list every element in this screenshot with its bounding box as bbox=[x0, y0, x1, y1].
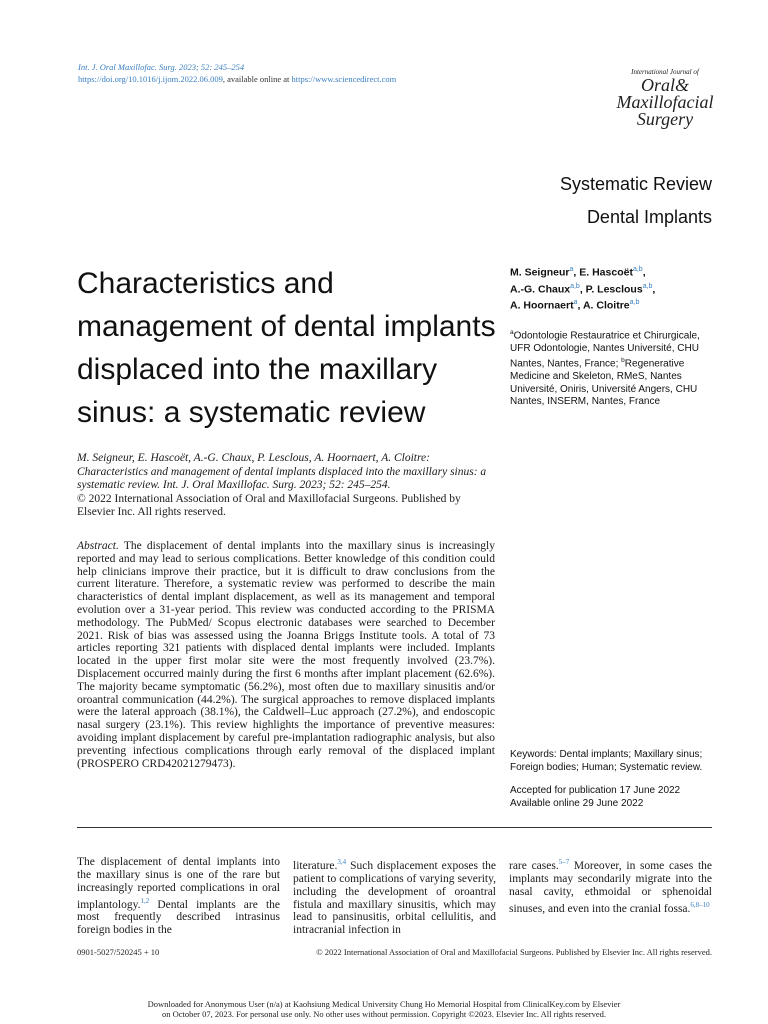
affiliation-marker: a bbox=[510, 329, 514, 336]
body-text: rare cases. bbox=[509, 859, 559, 872]
citation-copyright: © 2022 International Association of Oral and Maxillofacial Surgeons. Published by Elsevier Inc. All rights reserved. bbox=[77, 492, 461, 518]
how-to-cite: M. Seigneur, E. Hascoët, A.-G. Chaux, P. Lesclous, A. Hoornaert, A. Cloitre: Characteristics and management of dental implants displaced into the maxillary sinus: a systematic review. Int. J. Oral Maxillofac. Surg. 2023; 52: 245–254. bbox=[77, 452, 487, 491]
body-text: Such displacement exposes the patient to complications of varying severity, including the development of oroantral fistula and maxillary sinusitis, which may lead to pansinusitis, orbital cellulitis, and intracranial infection in bbox=[293, 859, 496, 937]
available-online-text: , available online at bbox=[222, 74, 292, 84]
reference-link[interactable]: 3,4 bbox=[337, 858, 347, 866]
body-column-2 bbox=[293, 856, 496, 937]
author-name[interactable]: E. Hascoët bbox=[579, 266, 633, 279]
body-column-3 bbox=[509, 856, 712, 915]
citation-block bbox=[77, 452, 495, 520]
abstract bbox=[77, 540, 495, 770]
accepted-date: Accepted for publication 17 June 2022 bbox=[510, 785, 681, 796]
author-list: M. Seigneur$^a$, E. Hascoët$^{a,b}$, A.-G. Chaux$^{a,b}$, P. Lesclous$^{a,b}$, A. Hoornaert$^a$, A. Cloitre$^{a,b}$ bbox=[510, 266, 656, 312]
doi-link[interactable]: https://doi.org/10.1016/j.ijom.2022.06.009 bbox=[78, 74, 223, 84]
footer-copyright: © 2022 International Association of Oral and Maxillofacial Surgeons. Published by Elsevier Inc. All rights reserved. bbox=[316, 947, 712, 957]
author-name[interactable]: A. Cloitre bbox=[582, 299, 630, 312]
article-topic: Dental Implants bbox=[586, 207, 712, 227]
journal-logo bbox=[610, 68, 720, 128]
logo-line-1: International Journal of bbox=[631, 68, 699, 76]
section-divider bbox=[77, 827, 712, 828]
affiliation-ref[interactable]: a,b bbox=[642, 282, 653, 290]
author-name[interactable]: A.-G. Chaux bbox=[510, 283, 571, 295]
author-name[interactable]: M. Seigneur bbox=[510, 266, 570, 279]
footer-code: 0901-5027/520245 + 10 bbox=[77, 947, 160, 957]
affiliation-ref[interactable]: a bbox=[573, 299, 578, 306]
affiliation-text: Odontologie Restauratrice et Chirurgicale, UFR Odontologie, Nantes Université, CHU Nantes, Nantes, France; bbox=[510, 330, 700, 370]
publication-dates bbox=[510, 785, 720, 810]
logo-line-3: Maxillofacial bbox=[616, 92, 714, 112]
abstract-label: Abstract. bbox=[77, 540, 119, 552]
body-text: Moreover, in some cases the implants may secondarily migrate into the nasal cavity, ethmoidal or sphenoidal sinuses, and even into the cranial fossa. bbox=[509, 859, 712, 915]
affiliation-ref[interactable]: a,b bbox=[570, 282, 580, 290]
affiliation-ref[interactable]: a bbox=[569, 266, 574, 273]
abstract-text: The displacement of dental implants into the maxillary sinus is increasingly reported and may lead to serious complications. Better knowledge of this condition could help clinicians improve their practice, but it is difficult to draw conclusions from the current literature. Therefore, a systematic review was performed to describe the main characteristics of dental implant displacement, as well as its management and temporal evolution over a 31-year period. This review was conducted according to the PRISMA methodology. The PubMed/ Scopus electronic databases were searched to December 2021. Risk of bias was assessed using the Joanna Briggs Institute tools. A total of 73 articles reporting 321 patients with displaced dental implants were included. Implants located in the upper first molar site were the most frequently involved (23.7%). Displacement occurred mainly during the first 6 months after implant placement (62.6%). The majority became symptomatic (56.2%), most often due to maxillary sinusitis and/or oroantral communication (44.2%). The surgical approaches to remove displaced implants were the lateral approach (38.1%), the Caldwell–Luc approach (27.2%), and endoscopic nasal surgery (23.1%). This review highlights the importance of preventive measures: avoiding implant displacement by careful pre-implantation radiographic analysis, but also preventing infectious complications through early removal of the displaced implant (PROSPERO CRD42021279473). bbox=[77, 540, 495, 770]
keywords: Keywords: Dental implants; Maxillary sinus; Foreign bodies; Human; Systematic review. bbox=[510, 749, 703, 773]
author-name[interactable]: P. Lesclous bbox=[585, 283, 643, 295]
logo-line-4: Surgery bbox=[636, 109, 694, 129]
body-text: literature. bbox=[293, 859, 338, 872]
reference-link[interactable]: 1,2 bbox=[140, 896, 150, 905]
journal-citation: Int. J. Oral Maxillofac. Surg. 2023; 52: 245–254 bbox=[78, 62, 245, 72]
online-date: Available online 29 June 2022 bbox=[510, 797, 644, 809]
body-text: Dental implants are the most frequently described intrasinus foreign bodies in the bbox=[77, 898, 280, 937]
body-text: The displacement of dental implants into the maxillary sinus is one of the rare but increasingly reported complications in oral implantology. bbox=[77, 856, 280, 911]
download-notice bbox=[0, 999, 768, 1019]
article-title: Characteristics and management of dental implants displaced into the maxillary sinus: a systematic review bbox=[77, 267, 496, 429]
download-line-2: on October 07, 2023. For personal use only. No other uses without permission. Copyright ©2023. Elsevier Inc. All rights reserved. bbox=[161, 1009, 607, 1019]
affiliation-ref[interactable]: a,b bbox=[632, 266, 643, 273]
reference-link[interactable]: 5–7 bbox=[558, 858, 570, 866]
journal-citation-header bbox=[78, 61, 396, 85]
download-line-1: Downloaded for Anonymous User (n/a) at Kaohsiung Medical University Chung Ho Memorial Hospital from ClinicalKey.com by Elsevier bbox=[147, 999, 621, 1009]
affiliation-text: Regenerative Medicine and Skeleton, RMeS, Nantes Université, Oniris, Université Angers, CHU Nantes, INSERM, Nantes, France bbox=[510, 358, 698, 408]
author-name[interactable]: A. Hoornaert bbox=[510, 299, 574, 312]
sciencedirect-link[interactable]: https://www.sciencedirect.com bbox=[291, 74, 397, 84]
body-column-1 bbox=[77, 856, 280, 937]
affiliation-ref[interactable]: a,b bbox=[629, 299, 640, 306]
article-section bbox=[560, 168, 712, 234]
affiliations bbox=[510, 327, 720, 409]
logo-line-2: Oral& bbox=[640, 75, 689, 95]
affiliation-marker: b bbox=[621, 357, 625, 365]
reference-link[interactable]: 6,8–10 bbox=[690, 900, 710, 909]
article-type: Systematic Review bbox=[559, 174, 712, 194]
